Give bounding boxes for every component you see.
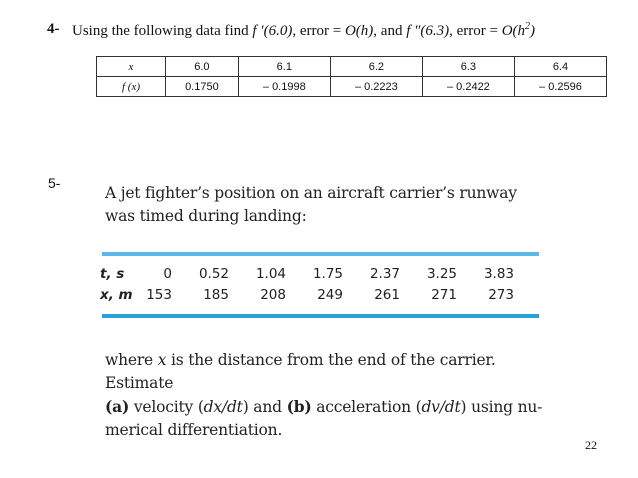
part-a-label: (a) <box>105 397 130 416</box>
problem-5-question <box>105 349 550 442</box>
intro-line-2: was timed during landing: <box>105 207 307 225</box>
question-line-2: (a) velocity (dx/dt) and (b) acceleration (dv/dt) using nu- <box>105 397 543 416</box>
fx-cell: – 0.2223 <box>330 77 422 97</box>
x-cell: 6.0 <box>166 57 239 77</box>
fx-cell: – 0.2596 <box>514 77 606 97</box>
position-cell: 153 <box>146 286 172 303</box>
time-cell: 3.25 <box>426 265 457 282</box>
position-cell: 273 <box>488 286 514 303</box>
acceleration-expr: dv/dt <box>421 398 461 416</box>
question-line-3: merical differentiation. <box>105 421 283 439</box>
table-top-rule <box>102 252 539 256</box>
table-row-fx <box>97 77 607 97</box>
question-line-1: where x is the distance from the end of the carrier. Estimate <box>105 351 496 392</box>
time-row-label: t, s <box>100 265 125 282</box>
error-order-h2: $O(h^2)$ <box>501 21 536 39</box>
position-cell: 261 <box>374 286 400 303</box>
position-cell: 249 <box>317 286 343 303</box>
fx-cell: – 0.2422 <box>422 77 514 97</box>
problem-4-data-table <box>96 56 607 97</box>
problem-4-mid3: , error = <box>449 23 502 39</box>
time-cell: 3.83 <box>483 265 514 282</box>
part-b-label: (b) <box>286 397 312 416</box>
second-derivative-expr: f ″(6.3) <box>406 23 450 39</box>
problem-4-mid2: , and <box>373 23 407 39</box>
x-cell: 6.4 <box>514 57 606 77</box>
first-derivative-expr: f ′(6.0) <box>252 23 293 39</box>
page-number: 22 <box>585 438 597 452</box>
problem-5-number: 5- <box>48 175 61 191</box>
problem-5-intro <box>105 182 525 228</box>
table-row-x <box>97 57 607 77</box>
time-cell: 1.04 <box>255 265 286 282</box>
problem-4-statement <box>72 21 535 40</box>
fx-header-cell: f (x) <box>97 77 166 97</box>
x-cell: 6.2 <box>330 57 422 77</box>
intro-line-1: A jet fighter’s position on an aircraft carrier’s runway <box>105 184 517 202</box>
x-cell: 6.1 <box>238 57 330 77</box>
x-cell: 6.3 <box>422 57 514 77</box>
problem-4-number: 4- <box>47 21 60 37</box>
error-order-h: O(h) <box>344 23 374 39</box>
position-row-label: x, m <box>100 286 133 303</box>
table-row-position <box>100 284 514 305</box>
variable-x: x <box>157 351 167 369</box>
problem-4-text-prefix: Using the following data find <box>72 23 253 39</box>
position-cell: 185 <box>203 286 229 303</box>
time-cell: 1.75 <box>312 265 343 282</box>
table-row-time <box>100 263 514 284</box>
velocity-expr: dx/dt <box>203 398 243 416</box>
time-cell: 2.37 <box>369 265 400 282</box>
problem-4-mid1: , error = <box>292 23 345 39</box>
position-cell: 271 <box>431 286 457 303</box>
position-cell: 208 <box>260 286 286 303</box>
fx-cell: – 0.1998 <box>238 77 330 97</box>
time-cell: 0.52 <box>198 265 229 282</box>
x-header-cell: x <box>97 57 166 77</box>
problem-5-data-table <box>100 263 514 305</box>
table-bottom-rule <box>102 314 539 318</box>
time-cell: 0 <box>163 265 172 282</box>
fx-cell: 0.1750 <box>166 77 239 97</box>
